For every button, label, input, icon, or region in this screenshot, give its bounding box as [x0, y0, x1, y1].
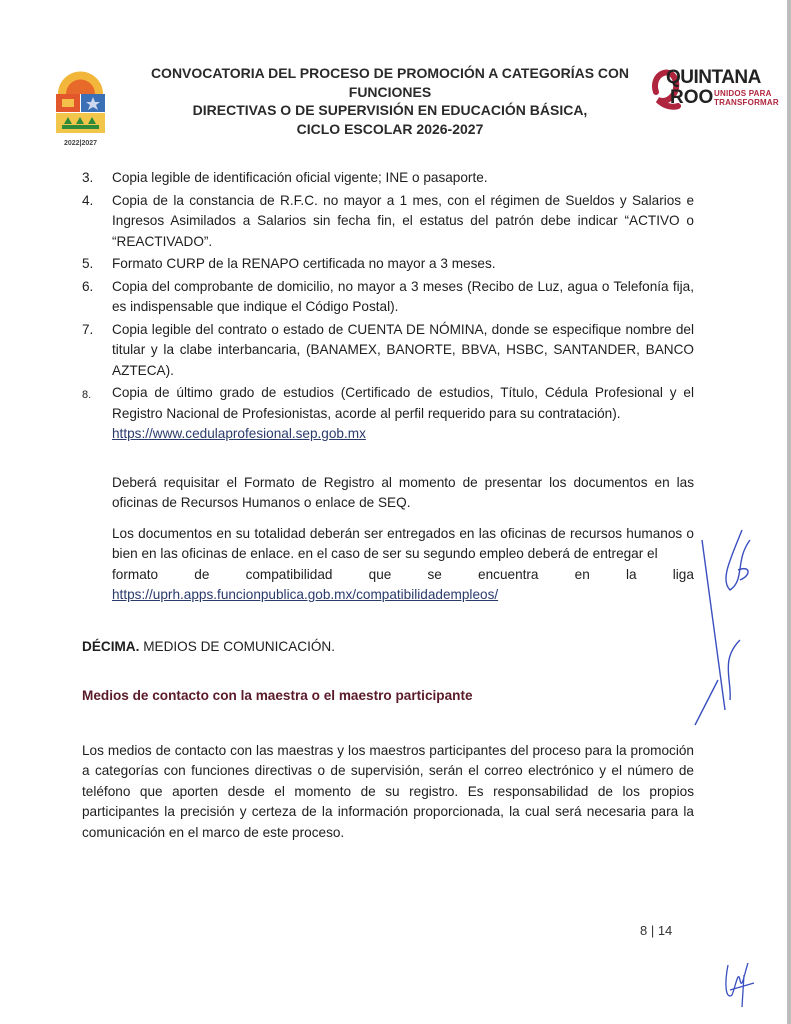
word: compatibilidad — [245, 566, 333, 582]
word: encuentra — [478, 566, 539, 582]
item-number: 3. — [82, 170, 94, 185]
logo-slogan-2: TRANSFORMAR — [714, 98, 779, 107]
item-text: Copia legible de identificación oficial vigente; INE o pasaporte. — [112, 170, 488, 185]
item-number: 5. — [82, 256, 94, 271]
registro-paragraph: Deberá requisitar el Formato de Registro al momento de presentar los documentos en las oficinas de Recursos Humanos o enlace de SEQ. — [112, 474, 694, 510]
cedula-profesional-link[interactable]: https://www.cedulaprofesional.sep.gob.mx — [112, 426, 366, 441]
section-title: MEDIOS DE COMUNICACIÓN. — [143, 638, 336, 654]
item-number: 7. — [82, 321, 94, 337]
item-text: Copia del comprobante de domicilio, no mayor a 3 meses (Recibo de Luz, agua o Telefonía fija, es indispensable que indique el Código Postal). — [112, 278, 694, 314]
item-text: Copia de último grado de estudios (Certificado de estudios, Título, Cédula Profesional y el Registro Nacional de Profesionistas, acorde al perfil requerido para su contratación). — [112, 385, 694, 421]
subheading: Medios de contacto con la maestra o el maestro participante — [82, 688, 473, 703]
word: que — [368, 566, 392, 582]
item-text: Formato CURP de la RENAPO certificada no mayor a 3 meses. — [112, 256, 496, 271]
logo-caption: 2022|2027 — [63, 140, 98, 147]
document-body — [82, 168, 694, 843]
header-title-line: CONVOCATORIA DEL PROCESO DE PROMOCIÓN A CATEGORÍAS CON FUNCIONES — [150, 65, 630, 100]
item-number: 6. — [82, 278, 94, 294]
list-item — [82, 320, 694, 382]
page-edge — [787, 0, 791, 1024]
logo-word-quintana: QUINTANA — [666, 67, 761, 88]
compatibilidad-link[interactable]: https://uprh.apps.funcionpublica.gob.mx/compatibilidadempleos/ — [112, 587, 499, 602]
item-text: Copia legible del contrato o estado de CUENTA DE NÓMINA, donde se especifique nombre del titular y la clabe interbancaria, (BANAMEX, BANORTE, BBVA, HSBC, SANTANDER, BANCO AZTECA). — [112, 321, 694, 378]
document-header-title — [130, 64, 650, 138]
word: de — [194, 566, 210, 582]
entrega-paragraph — [112, 524, 694, 606]
signature-icon — [690, 520, 770, 730]
initials-icon — [720, 955, 760, 1010]
list-item — [82, 168, 694, 189]
page-number: 8 | 14 — [640, 923, 673, 938]
logo-slogan-1: UNIDOS PARA — [714, 89, 772, 98]
word: liga — [672, 566, 694, 582]
section-heading — [82, 637, 694, 658]
section-body: Los medios de contacto con las maestras y los maestros participantes del proceso para la promoción a categorías con funciones directivas o de supervisión, serán el correo electrónico y el número de teléfono que aporten desde el momento de su registro. Es responsabilidad de los propios participantes la precisión y certeza de la información proporcionada, la cual será necesaria para la comunicación en el marco de este proceso. — [82, 742, 694, 840]
word: la — [625, 566, 637, 582]
list-item — [82, 383, 694, 445]
list-item — [82, 254, 694, 275]
list-item — [82, 191, 694, 253]
quintana-roo-logo — [648, 62, 779, 124]
item-number: 4. — [82, 192, 94, 208]
requirements-list — [82, 168, 694, 445]
word: se — [427, 566, 442, 582]
item-text: Copia de la constancia de R.F.C. no mayor a 1 mes, con el régimen de Sueldos y Salarios e Ingresos Asimilados a Salarios sin fecha fin, el estatus del patrón debe indicar “ACTIVO o “REACTIVADO”. — [112, 192, 694, 249]
header-title-line: CICLO ESCOLAR 2026-2027 — [296, 120, 484, 137]
section-label: DÉCIMA. — [82, 638, 140, 654]
coat-of-arms-logo — [48, 70, 113, 148]
sun-rays-icon — [58, 72, 103, 95]
entrega-text: Los documentos en su totalidad deberán ser entregados en las oficinas de recursos humanos o bien en las oficinas de enlace. en el caso de ser su segundo empleo deberá de entregar el — [112, 525, 694, 561]
header-title-line: DIRECTIVAS O DE SUPERVISIÓN EN EDUCACIÓN BÁSICA, — [192, 102, 588, 118]
word: en — [574, 566, 590, 582]
entrega-spread-line — [112, 565, 694, 586]
word: formato — [112, 566, 159, 582]
item-number: 8. — [82, 389, 92, 401]
logo-word-roo: ROO — [670, 87, 714, 108]
list-item — [82, 277, 694, 318]
